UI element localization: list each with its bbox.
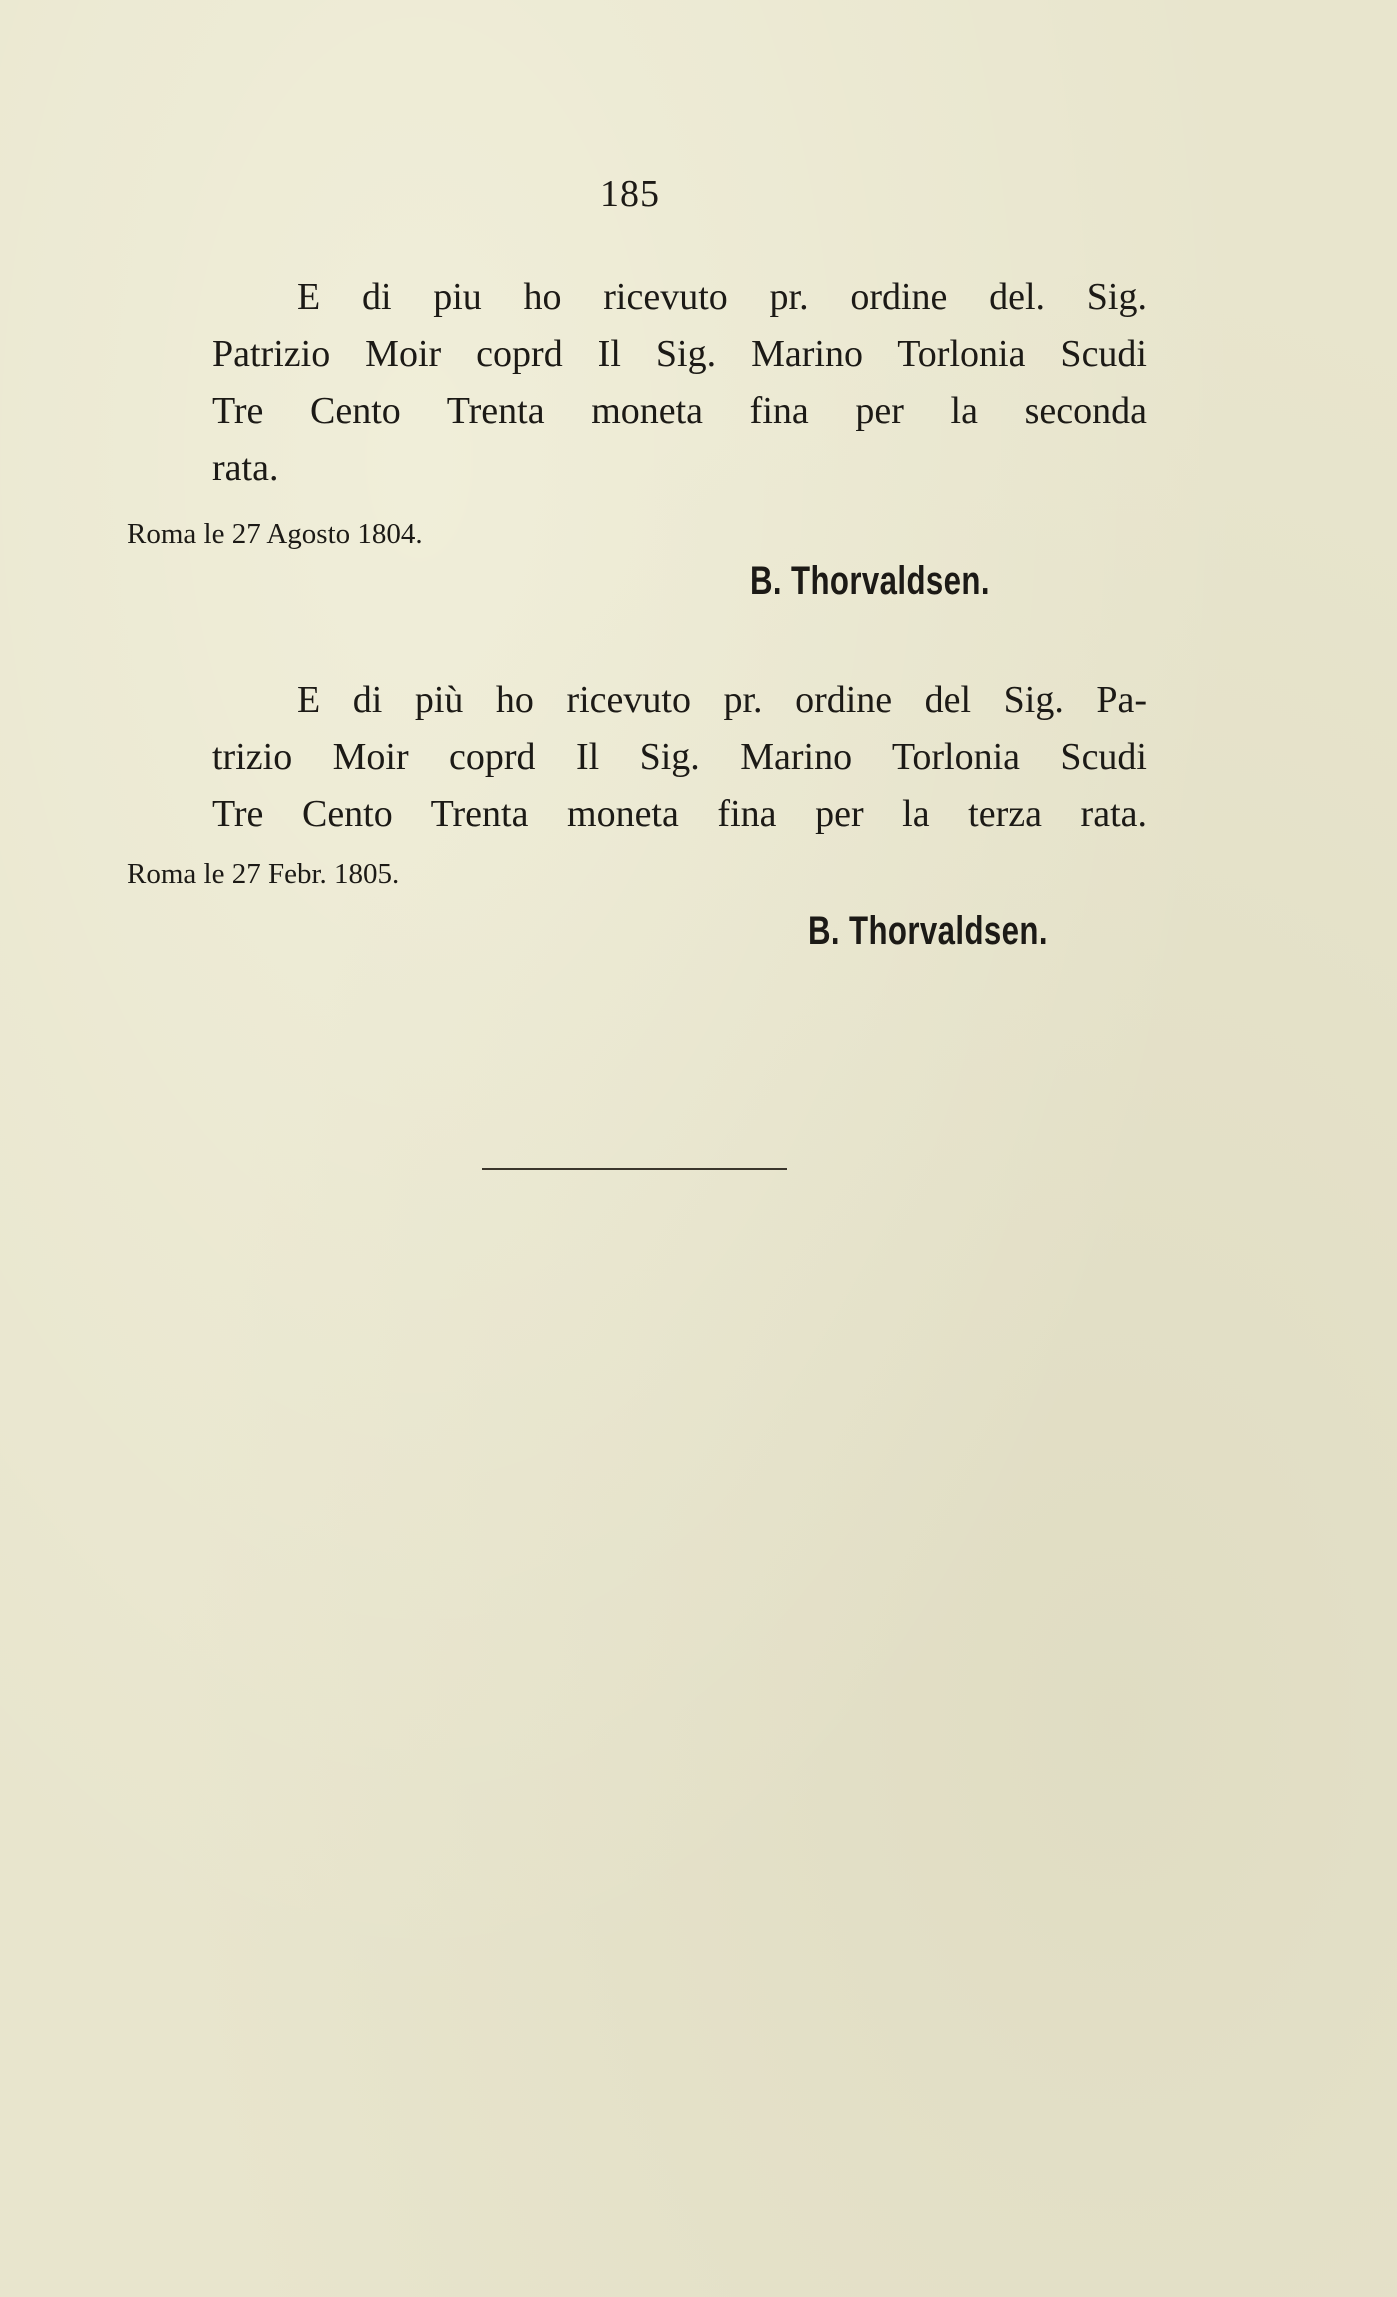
text-line: rata. — [212, 447, 279, 489]
section-divider — [482, 1168, 787, 1170]
page-number: 185 — [600, 173, 660, 215]
signature-2: B. Thorvaldsen. — [808, 909, 1048, 953]
dateline-2: Roma le 27 Febr. 1805. — [127, 858, 400, 890]
text-line: Patrizio Moir coprd Il Sig. Marino Torlonia Scudi — [212, 333, 1147, 375]
text-line: Tre Cento Trenta moneta fina per la seconda — [212, 390, 1147, 432]
receipt-paragraph-2 — [212, 672, 1147, 843]
receipt-paragraph-1 — [212, 269, 1147, 497]
dateline-1: Roma le 27 Agosto 1804. — [127, 518, 423, 550]
text-line: Tre Cento Trenta moneta fina per la terza rata. — [212, 793, 1147, 835]
text-line: E di piu ho ricevuto pr. ordine del. Sig. — [297, 276, 1147, 318]
text-line: E di più ho ricevuto pr. ordine del Sig. Pa- — [297, 679, 1147, 721]
signature-1: B. Thorvaldsen. — [750, 559, 990, 603]
text-line: trizio Moir coprd Il Sig. Marino Torlonia Scudi — [212, 736, 1147, 778]
